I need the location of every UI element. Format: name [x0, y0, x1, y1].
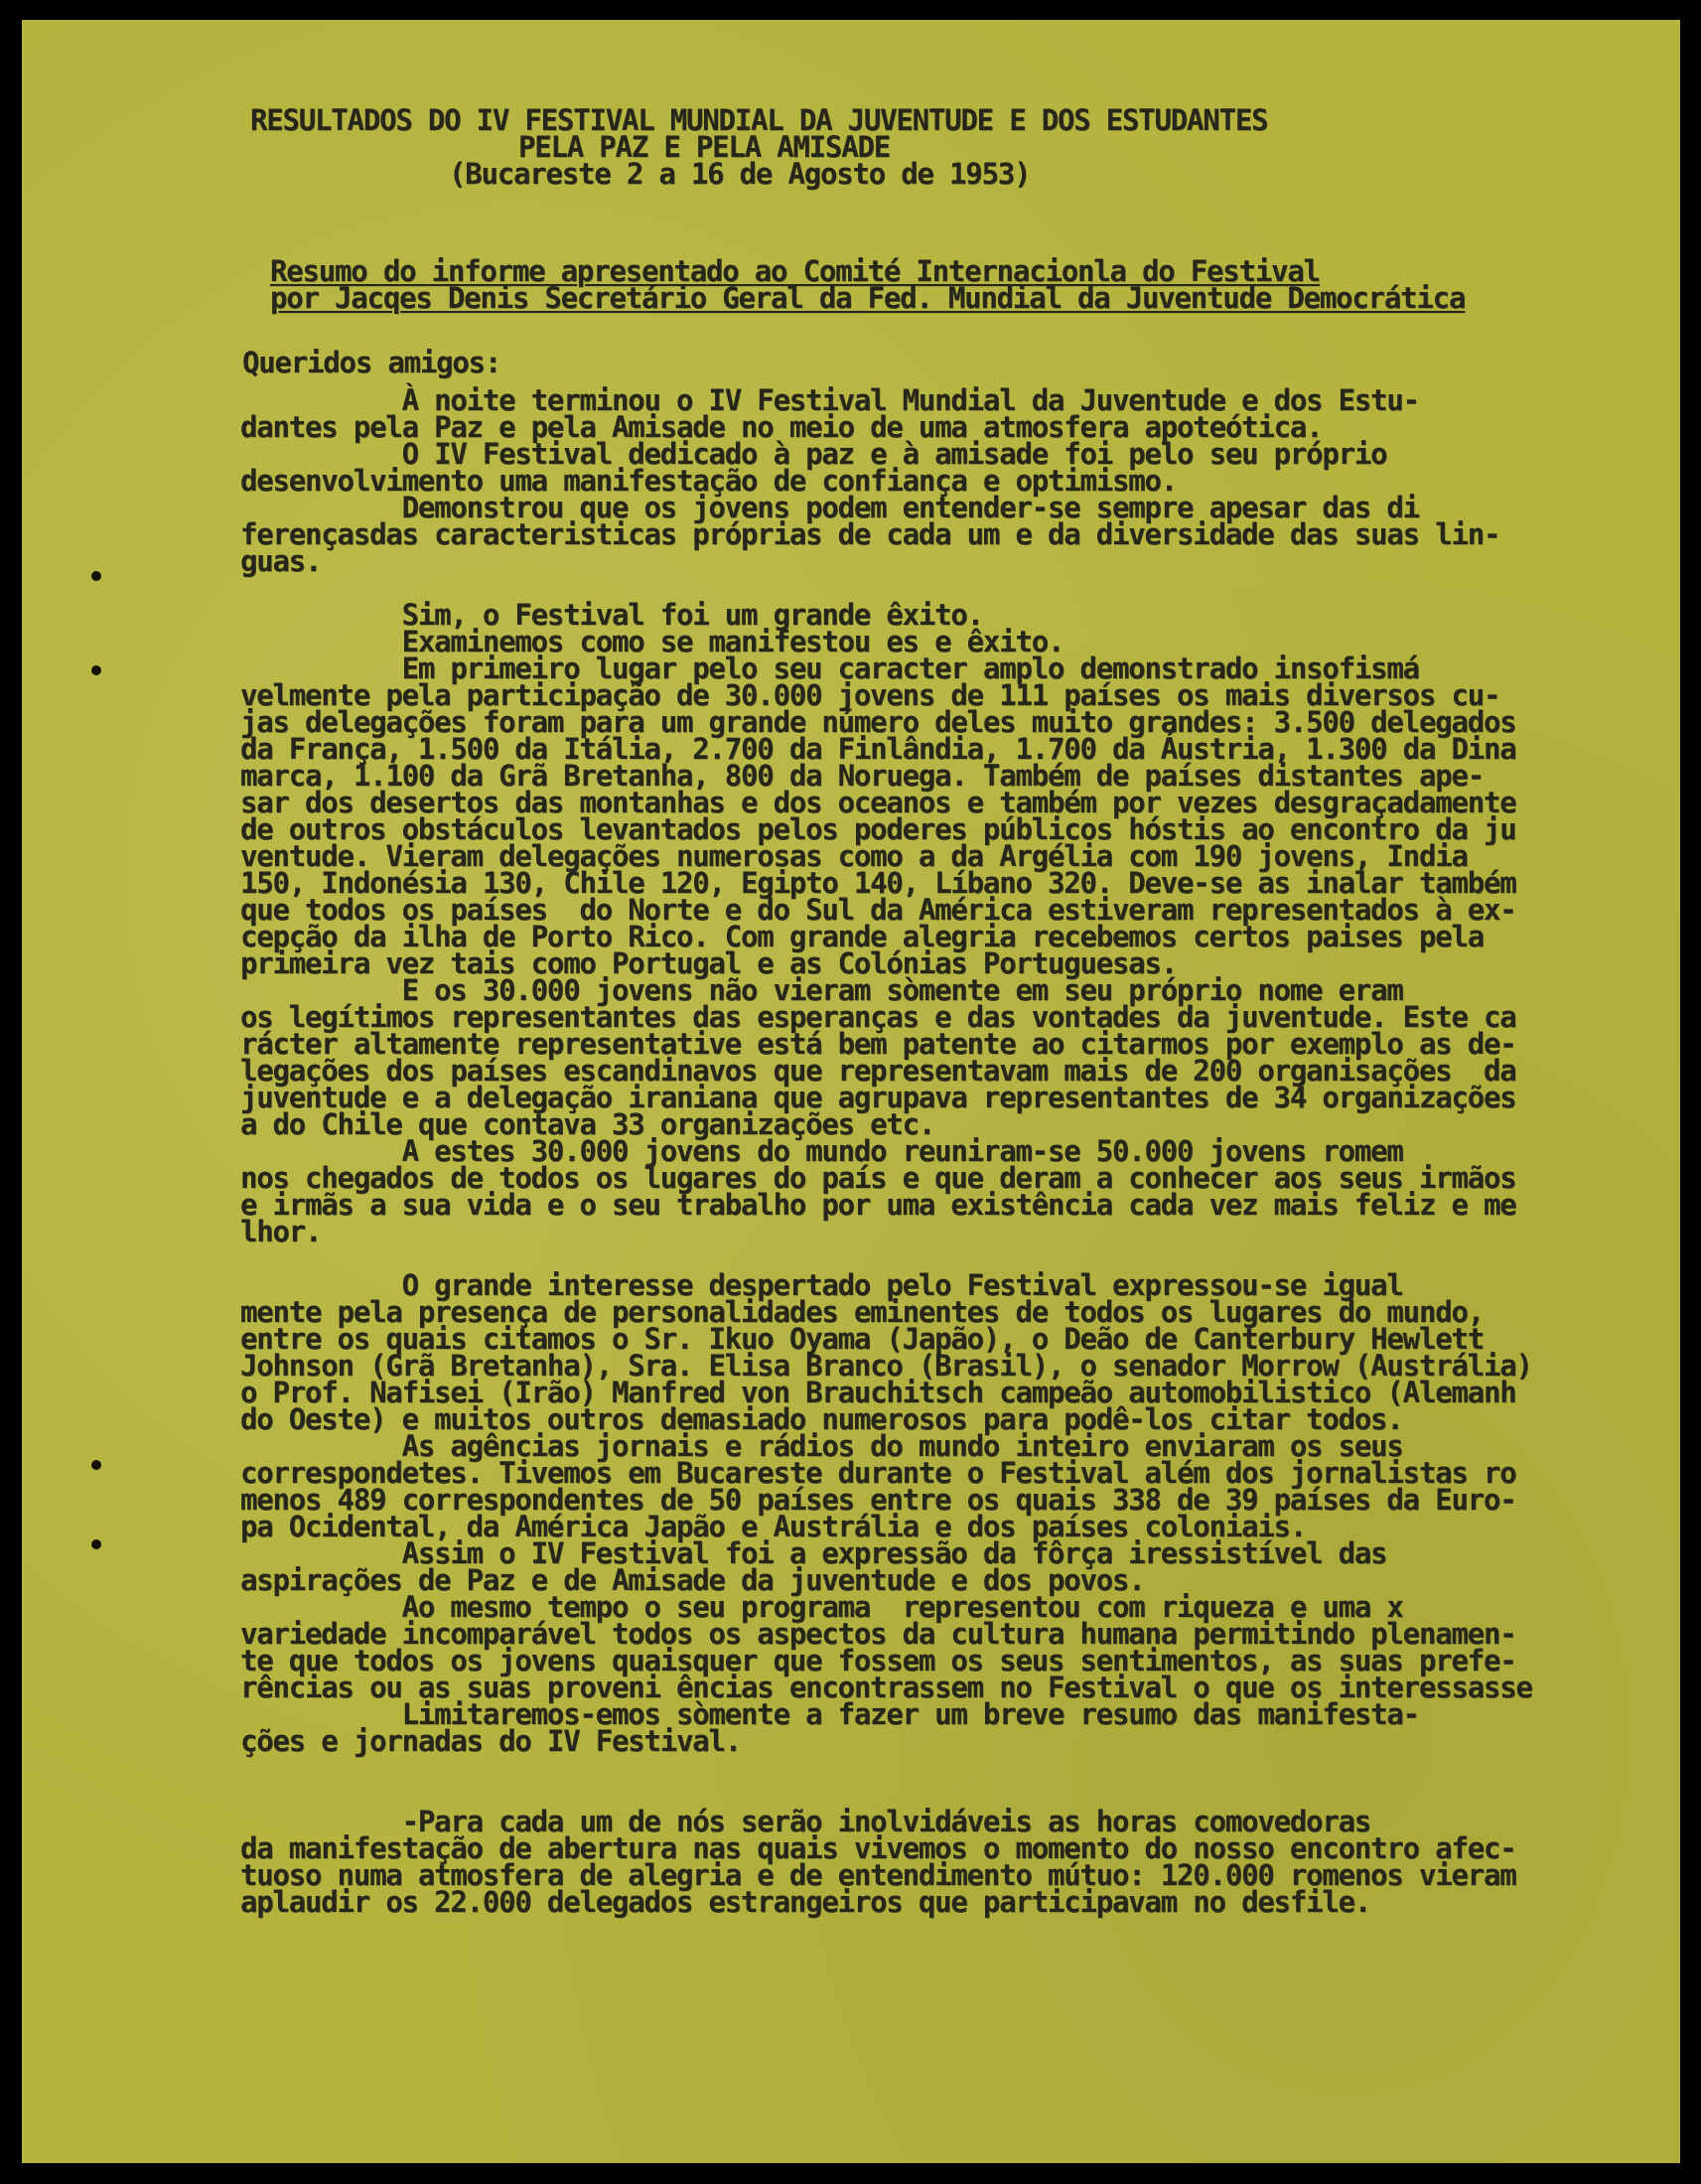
body-line: ventude. Vieram delegações numerosas como a da Argélia com 190 jovens, India [240, 839, 1468, 873]
body-line: entre os quais citamos o Sr. Ikuo Oyama (Japão), o Deão de Canterbury Hewlett [240, 1322, 1484, 1356]
body-line: e irmãs a sua vida e o seu trabalho por uma existência cada vez mais feliz e me [240, 1188, 1516, 1222]
document-page [22, 20, 1680, 2163]
body-line: legações dos países escandinavos que representavam mais de 200 organisações da [240, 1054, 1516, 1088]
binder-hole [91, 571, 101, 581]
body-line: Johnson (Grã Bretanha), Sra. Elisa Branco (Brasil), o senador Morrow (Austrália) [240, 1349, 1532, 1383]
body-line: aplaudir os 22.000 delegados estrangeiros que participavam no desfile. [240, 1885, 1371, 1919]
body-line: juventude e a delegação iraniana que agrupava representantes de 34 organizações [240, 1081, 1516, 1114]
body-line: a do Chile que contava 33 organizações etc. [240, 1107, 935, 1141]
body-line: Sim, o Festival foi um grande êxito. [240, 598, 983, 632]
body-line: cepção da ilha de Porto Rico. Com grande alegria recebemos certos paises pela [240, 920, 1484, 953]
body-line: Demonstrou que os jovens podem entender-se sempre apesar das di [240, 491, 1419, 524]
body-line: sar dos desertos das montanhas e dos oceanos e também por vezes desgraçadamente [240, 786, 1516, 819]
body-line: da manifestação de abertura nas quais vivemos o momento do nosso encontro afec- [240, 1831, 1516, 1865]
document-subtitle [270, 254, 1466, 315]
body-line: dantes pela Paz e pela Amisade no meio de uma atmosfera apoteótica. [240, 410, 1323, 444]
body-line: marca, 1.100 da Grã Bretanha, 800 da Noruega. Também de países distantes ape- [240, 759, 1484, 793]
body-line: velmente pela participação de 30.000 jovens de 111 países os mais diversos cu- [240, 678, 1500, 712]
binder-hole [91, 1460, 101, 1470]
body-line: -Para cada um de nós serão inolvidáveis as horas comovedoras [240, 1805, 1371, 1838]
body-line: O grande interesse despertado pelo Festival expressou-se igual [240, 1268, 1403, 1302]
body-line: Ao mesmo tempo o seu programa representou com riqueza e uma x [240, 1590, 1403, 1624]
body-line: guas. [240, 544, 322, 578]
body-line: 150, Indonésia 130, Chile 120, Egipto 140, Líbano 320. Deve-se as inalar também [240, 866, 1516, 900]
body-line: aspirações de Paz e de Amisade da juventude e dos povos. [240, 1563, 1145, 1597]
body-line [240, 1755, 1532, 1782]
body-line: A estes 30.000 jovens do mundo reuniram-se 50.000 jovens romem [240, 1134, 1403, 1168]
binder-hole [91, 1539, 101, 1549]
subtitle-line-1: Resumo do informe apresentado ao Comité Internacionla do Festival [270, 254, 1320, 288]
body-line: de outros obstáculos levantados pelos poderes públicos hóstis ao encontro da ju [240, 812, 1516, 846]
body-line: rências ou as suas proveni ências encontrassem no Festival o que os interessasse [240, 1671, 1532, 1704]
body-line: As agências jornais e rádios do mundo inteiro enviaram os seus [240, 1429, 1403, 1463]
salutation: Queridos amigos: [242, 346, 501, 379]
body-line: mente pela presença de personalidades eminentes de todos os lugares do mundo, [240, 1295, 1484, 1329]
letter-body [240, 383, 1532, 1919]
body-line: do Oeste) e muitos outros demasiado numerosos para podê-los citar todos. [240, 1402, 1403, 1436]
title-line-1: RESULTADOS DO IV FESTIVAL MUNDIAL DA JUVENTUDE E DOS ESTUDANTES [250, 103, 1268, 137]
title-line-3: (Bucareste 2 a 16 de Agosto de 1953) [449, 157, 1031, 191]
body-line: ferençasdas caracteristicas próprias de cada um e da diversidade das suas lin- [240, 517, 1500, 551]
body-line: Examinemos como se manifestou es e êxito. [240, 625, 1064, 658]
binder-hole [91, 665, 101, 675]
body-line: E os 30.000 jovens não vieram sòmente em seu próprio nome eram [240, 973, 1403, 1007]
body-line: lhor. [240, 1215, 322, 1248]
body-line: variedade incomparável todos os aspectos da cultura humana permitindo plenamen- [240, 1617, 1516, 1651]
body-line: primeira vez tais como Portugal e as Colónias Portuguesas. [240, 946, 1178, 980]
body-line: da França, 1.500 da Itália, 2.700 da Finlândia, 1.700 da Áustria, 1.300 da Dina [240, 732, 1516, 766]
body-line: correspondetes. Tivemos em Bucareste durante o Festival além dos jornalistas ro [240, 1456, 1516, 1490]
document-title [250, 103, 1268, 191]
body-line: À noite terminou o IV Festival Mundial da Juventude e dos Estu- [240, 383, 1419, 417]
body-line: Assim o IV Festival foi a expressão da fôrça iressistível das [240, 1536, 1387, 1570]
subtitle-line-2: por Jacqes Denis Secretário Geral da Fed. Mundial da Juventude Democrática [270, 281, 1466, 315]
body-line: te que todos os jovens quaisquer que fossem os seus sentimentos, as suas prefe- [240, 1644, 1516, 1677]
body-line: tuoso numa atmosfera de alegria e de entendimento mútuo: 120.000 romenos vieram [240, 1858, 1516, 1892]
body-line: pa Ocidental, da América Japão e Austrália e dos países coloniais. [240, 1510, 1307, 1543]
body-line: ções e jornadas do IV Festival. [240, 1724, 742, 1758]
body-line: Em primeiro lugar pelo seu caracter amplo demonstrado insofismá [240, 652, 1419, 685]
body-line: O IV Festival dedicado à paz e à amisade foi pelo seu próprio [240, 437, 1387, 471]
title-line-2: PELA PAZ E PELA AMISADE [518, 130, 890, 164]
body-line: jas delegações foram para um grande número deles muito grandes: 3.500 delegados [240, 705, 1516, 739]
body-line: Limitaremos-emos sòmente a fazer um breve resumo das manifesta- [240, 1697, 1419, 1731]
body-line: desenvolvimento uma manifestação de confiança e optimismo. [240, 464, 1178, 498]
body-line: nos chegados de todos os lugares do país e que deram a conhecer aos seus irmãos [240, 1161, 1516, 1195]
body-line: os legítimos representantes das esperanças e das vontades da juventude. Este ca [240, 1000, 1516, 1034]
body-line: o Prof. Nafisei (Irão) Manfred von Brauchitsch campeão automobilistico (Alemanh [240, 1376, 1516, 1409]
body-line: que todos os países do Norte e do Sul da América estiveram representados à ex- [240, 893, 1516, 927]
body-line: rácter altamente representative está bem patente ao citarmos por exemplo as de- [240, 1027, 1516, 1061]
body-line: menos 489 correspondentes de 50 países entre os quais 338 de 39 países da Euro- [240, 1483, 1516, 1517]
